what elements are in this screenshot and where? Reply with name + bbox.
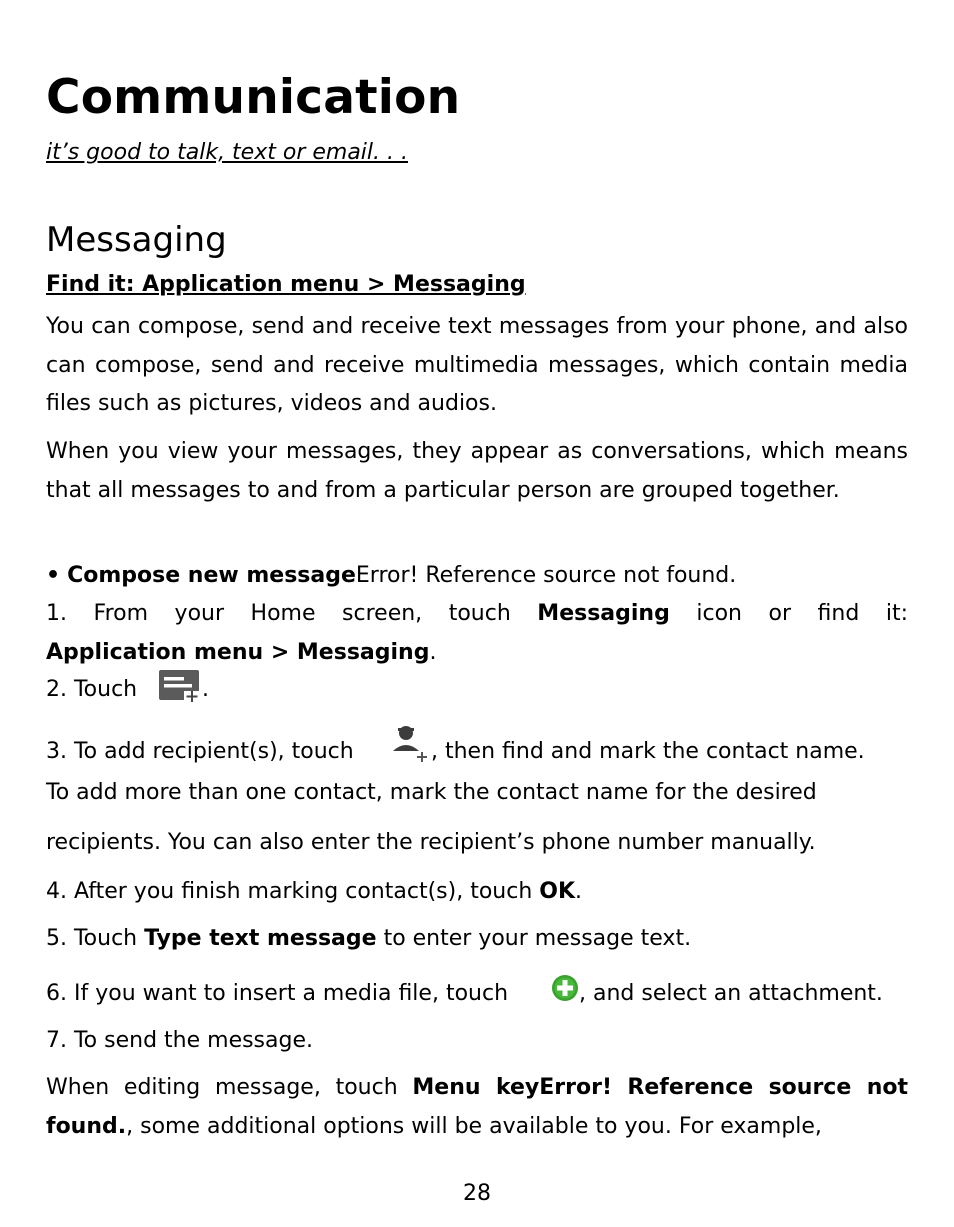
menu-key-error: Menu keyError! Reference source not found. [46,1075,908,1139]
step-3-text-tail: , then find and mark the contact name. [431,739,865,764]
compose-bullet [46,563,908,588]
step-1-text: 1. From your Home screen, touch [46,601,511,626]
step-5-type-text-message: Type text message [144,926,377,951]
step-6-text-tail: , and select an attachment. [579,981,883,1006]
find-it-path: Find it: Application menu > Messaging [46,272,526,297]
step-2 [46,669,908,709]
add-attachment-icon [551,974,579,1008]
bullet-symbol: • [46,563,61,588]
editing-text: When editing message, touch [46,1075,398,1100]
step-1-messaging: Messaging [537,601,670,626]
step-4 [46,879,908,904]
editing-text-tail: , some additional options will be available to you. For example, [126,1114,822,1139]
step-3-line-3: recipients. You can also enter the recipient’s phone number manually. [46,830,816,855]
step-4-text: 4. After you finish marking contact(s), touch [46,879,533,904]
chapter-tagline: it’s good to talk, text or email. . . [46,140,408,165]
page-number: 28 [463,1181,491,1206]
step-1-text-tail: icon or find it: [696,601,909,626]
add-contact-icon [389,724,431,770]
step-2-text: 2. Touch [46,677,138,702]
step-4-period: . [575,879,583,904]
step-6-text: 6. If you want to insert a media file, touch [46,981,509,1006]
editing-paragraph [46,1068,908,1146]
step-3-line-1 [46,724,908,768]
step-4-ok: OK [539,879,576,904]
conversations-paragraph: When you view your messages, they appear as conversations, which means that all messages to and from a particular person are grouped together. [46,439,908,503]
step-3-text: 3. To add recipient(s), touch [46,739,354,764]
section-title: Messaging [46,220,227,260]
step-5 [46,926,908,951]
step-5-text: 5. Touch [46,926,138,951]
compose-new-message-label: Compose new message [67,563,356,588]
step-6 [46,972,908,1012]
intro-paragraph: You can compose, send and receive text messages from your phone, and also can compose, send and receive multimedia messages, which contain media files such as pictures, videos and audios. [46,314,908,416]
step-7: 7. To send the message. [46,1028,313,1053]
compose-message-icon [158,669,202,709]
step-2-period: . [202,677,209,702]
step-5-text-tail: to enter your message text. [383,926,692,951]
chapter-heading: Communication [46,70,461,125]
step-1-line-1 [46,601,908,626]
reference-error: Error! Reference source not found. [355,563,737,588]
step-1-path: Application menu > Messaging [46,640,430,665]
step-1-period: . [429,640,437,665]
step-3-line-2: To add more than one contact, mark the contact name for the desired [46,780,817,805]
step-1-line-2 [46,640,908,665]
